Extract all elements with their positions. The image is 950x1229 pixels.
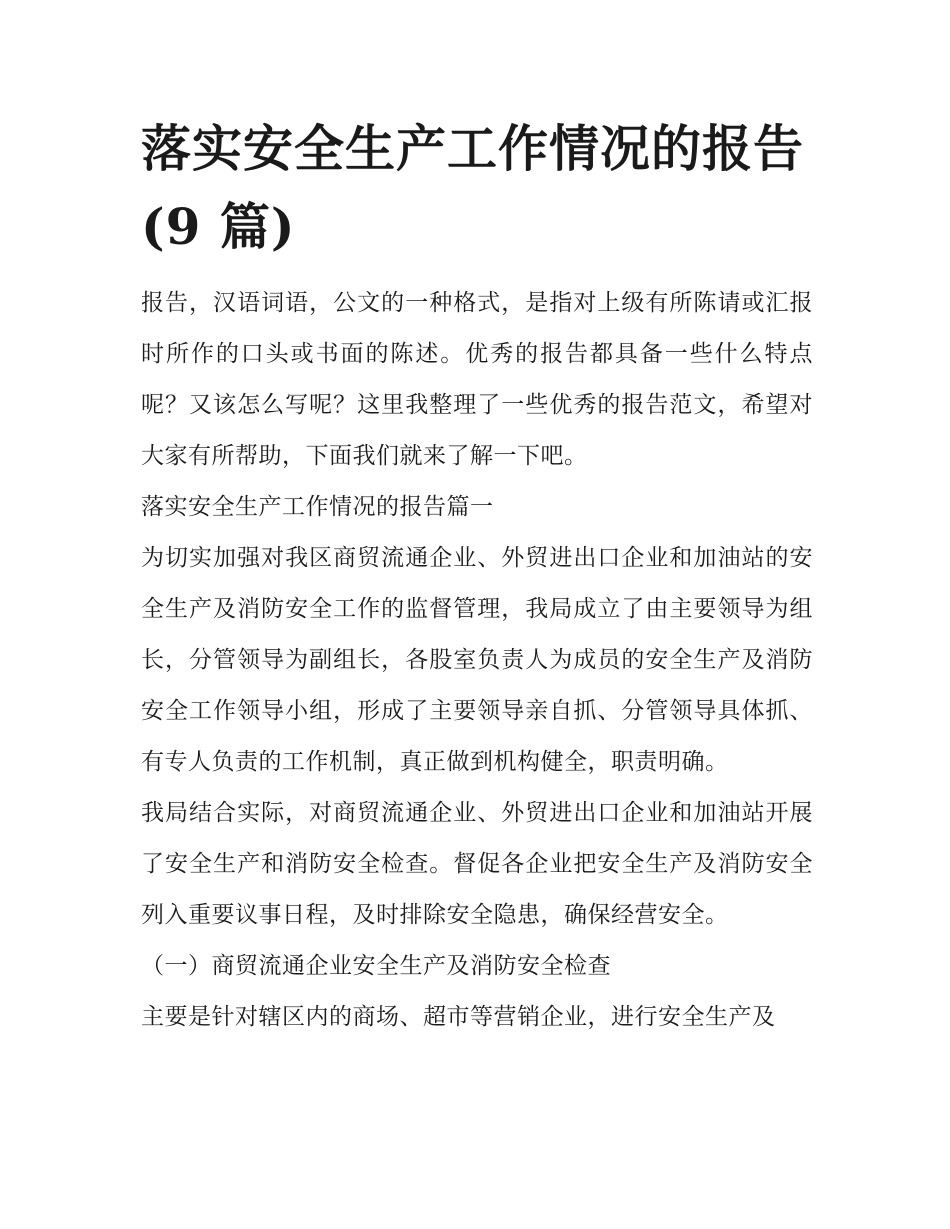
body-paragraph-3: 主要是针对辖区内的商场、超市等营销企业，进行安全生产及 [141, 1004, 776, 1030]
intro-paragraph: 报告，汉语词语，公文的一种格式，是指对上级有所陈请或汇报时所作的口头或书面的陈述。优秀的报告都具备一些什么特点呢？又该怎么写呢？这里我整理了一些优秀的报告范文，希望对大家有所帮助，下面我们就来了解一下吧。 [141, 290, 813, 469]
document-title [141, 110, 813, 266]
title-line-2: (9 篇) [141, 197, 296, 256]
body-paragraph-1: 为切实加强对我区商贸流通企业、外贸进出口企业和加油站的安全生产及消防安全工作的监督管理，我局成立了由主要领导为组长，分管领导为副组长，各股室负责人为成员的安全生产及消防安全工作领导小组，形成了主要领导亲自抓、分管领导具体抓、有专人负责的工作机制，真正做到机构健全，职责明确。 [141, 545, 813, 775]
body-paragraph-2: 我局结合实际，对商贸流通企业、外贸进出口企业和加油站开展了安全生产和消防安全检查。督促各企业把安全生产及消防安全列入重要议事日程，及时排除安全隐患，确保经营安全。 [141, 800, 813, 928]
section-heading: 落实安全生产工作情况的报告篇一 [141, 494, 494, 520]
title-line-1: 落实安全生产工作情况的报告 [141, 119, 804, 178]
subsection-heading: （一）商贸流通企业安全生产及消防安全检查 [141, 953, 611, 979]
document-page [141, 110, 813, 1043]
